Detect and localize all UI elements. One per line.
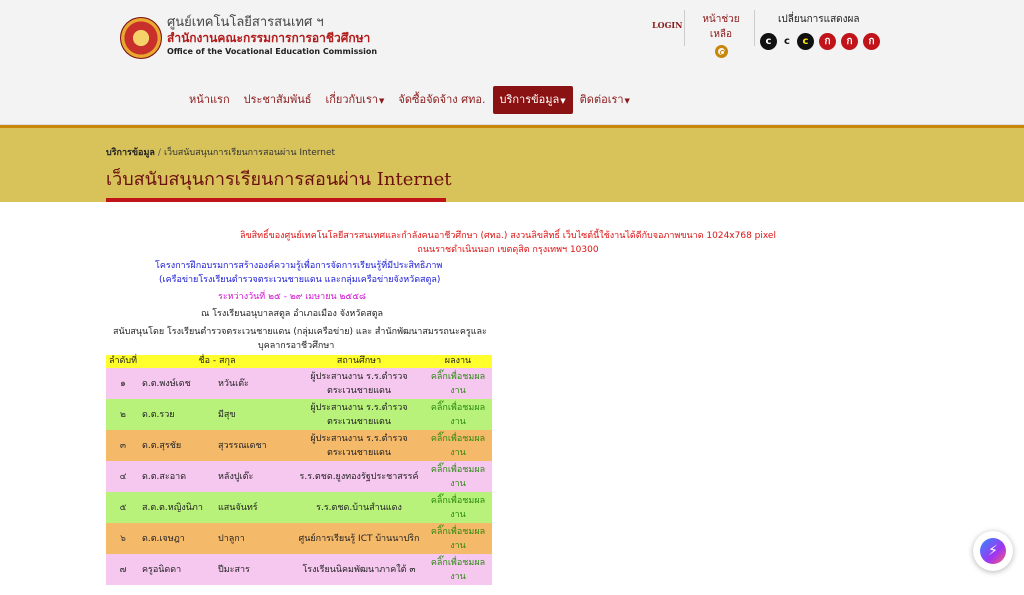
project-venue: ณ โรงเรียนอนุบาลสตูล อำเภอเมือง จังหวัดสตูล xyxy=(201,309,384,319)
cell-number: ๑ xyxy=(106,368,140,399)
contrast-button[interactable]: ก xyxy=(863,33,880,50)
breadcrumb-current: เว็บสนับสนุนการเรียนการสอนผ่าน Internet xyxy=(163,148,336,158)
table-row xyxy=(106,461,492,492)
contrast-button[interactable]: c xyxy=(797,33,814,50)
nav-item-label: บริการข้อมูล xyxy=(499,93,560,106)
title-underline xyxy=(106,198,446,202)
cell-first-name: ครูอนิดดา xyxy=(140,554,216,585)
caret-down-icon: ▼ xyxy=(624,97,630,105)
cell-number: ๕ xyxy=(106,492,140,523)
breadcrumb xyxy=(106,145,335,159)
project-date: ระหว่างวันที่ ๒๕ - ๒๙ เมษายน ๒๕๕๘ xyxy=(218,292,366,302)
view-work-link[interactable]: คลิ๊กเพื่อชมผลงาน xyxy=(424,492,492,523)
table-row xyxy=(106,554,492,585)
logo-subtitle-english: Office of the Vocational Education Commission xyxy=(167,47,378,56)
cell-last-name: สุวรรณเดชา xyxy=(216,430,294,461)
cell-last-name: หลังปูเต๊ะ xyxy=(216,461,294,492)
cell-number: ๒ xyxy=(106,399,140,430)
logo-title-thai: ศูนย์เทคโนโลยีสารสนเทศ ฯ xyxy=(167,15,324,30)
col-header-number: ลำดับที่ xyxy=(106,355,140,368)
table-row xyxy=(106,492,492,523)
address-line: ถนนราชดำเนินนอก เขตดุสิต กรุงเทพฯ 10300 xyxy=(417,245,599,255)
project-sponsor: สนับสนุนโดย โรงเรียนตำรวจตระเวนชายแดน (กลุ่มเครือข่าย) และ สำนักพัฒนาสมรรถนะครูและ xyxy=(113,327,487,337)
nav-item[interactable] xyxy=(237,86,319,114)
cell-school: ผู้ประสานงาน ร.ร.ตำรวจตระเวนชายแดน xyxy=(294,368,424,399)
page-title: เว็บสนับสนุนการเรียนการสอนผ่าน Internet xyxy=(106,169,452,190)
project-sponsor-cont: บุคลากรอาชีวศึกษา xyxy=(258,341,335,351)
cell-school: ผู้ประสานงาน ร.ร.ตำรวจตระเวนชายแดน xyxy=(294,430,424,461)
header-divider xyxy=(684,10,685,46)
contrast-button[interactable]: ก xyxy=(841,33,858,50)
cell-school: ร.ร.ตชด.บ้านสำนแดง xyxy=(294,492,424,523)
nav-item[interactable] xyxy=(391,86,492,114)
nav-item-label: ติดต่อเรา xyxy=(579,93,624,106)
site-logo-text[interactable] xyxy=(167,15,377,57)
view-work-link[interactable]: คลิ๊กเพื่อชมผลงาน xyxy=(424,523,492,554)
caret-down-icon: ▼ xyxy=(379,97,385,105)
table-header-row xyxy=(106,355,492,368)
cell-school: ผู้ประสานงาน ร.ร.ตำรวจตระเวนชายแดน xyxy=(294,399,424,430)
col-header-school: สถานศึกษา xyxy=(294,355,424,368)
lifebuoy-icon xyxy=(715,45,728,58)
nav-item-label: ประชาสัมพันธ์ xyxy=(243,93,312,106)
nav-item-label: เกี่ยวกับเรา xyxy=(325,93,379,106)
view-work-link[interactable]: คลิ๊กเพื่อชมผลงาน xyxy=(424,461,492,492)
cell-last-name: หวันเต๊ะ xyxy=(216,368,294,399)
breadcrumb-root-link[interactable]: บริการข้อมูล xyxy=(106,148,155,158)
nav-item[interactable] xyxy=(319,86,392,114)
logo-subtitle-thai: สำนักงานคณะกรรมการการอาชีวศึกษา xyxy=(167,31,371,45)
page-banner xyxy=(0,125,1024,202)
copyright-notice xyxy=(228,229,788,257)
cell-first-name: ด.ต.รวย xyxy=(140,399,216,430)
col-header-work: ผลงาน xyxy=(424,355,492,368)
cell-last-name: แสนจันทร์ xyxy=(216,492,294,523)
cell-first-name: ด.ต.สุรชัย xyxy=(140,430,216,461)
nav-item[interactable] xyxy=(573,86,637,114)
nav-item-label: จัดซื้อจัดจ้าง ศทอ. xyxy=(398,93,486,106)
nav-item[interactable] xyxy=(493,86,573,114)
participants-table xyxy=(106,355,492,585)
view-work-link[interactable]: คลิ๊กเพื่อชมผลงาน xyxy=(424,368,492,399)
main-navigation xyxy=(182,86,637,114)
cell-number: ๗ xyxy=(106,554,140,585)
cell-school: โรงเรียนนิคมพัฒนาภาคใต้ ๓ xyxy=(294,554,424,585)
cell-last-name: ปาลูกา xyxy=(216,523,294,554)
breadcrumb-separator: / xyxy=(157,148,161,158)
col-header-name: ชื่อ - สกุล xyxy=(140,355,294,368)
cell-first-name: ด.ต.พงษ์เดช xyxy=(140,368,216,399)
ovec-seal-logo[interactable] xyxy=(120,17,162,59)
view-work-link[interactable]: คลิ๊กเพื่อชมผลงาน xyxy=(424,554,492,585)
view-work-link[interactable]: คลิ๊กเพื่อชมผลงาน xyxy=(424,430,492,461)
header-divider xyxy=(754,10,755,46)
cell-last-name: ปีมะสาร xyxy=(216,554,294,585)
messenger-icon: ⚡ xyxy=(980,538,1006,564)
view-work-link[interactable]: คลิ๊กเพื่อชมผลงาน xyxy=(424,399,492,430)
contrast-button[interactable]: c xyxy=(784,36,790,47)
messenger-chat-button[interactable] xyxy=(973,531,1013,571)
table-row xyxy=(106,430,492,461)
cell-first-name: ด.ต.เจษฎา xyxy=(140,523,216,554)
help-label: หน้าช่วยเหลือ xyxy=(702,14,740,40)
table-row xyxy=(106,368,492,399)
contrast-button[interactable]: ก xyxy=(819,33,836,50)
nav-item-label: หน้าแรก xyxy=(189,93,230,106)
help-page-link[interactable] xyxy=(692,12,750,62)
cell-number: ๔ xyxy=(106,461,140,492)
project-network: (เครือข่ายโรงเรียนตำรวจตระเวนชายแดน และกลุ่มเครือข่ายจังหวัดสตูล) xyxy=(159,275,441,285)
cell-first-name: ส.ต.ต.หญิงนิภา xyxy=(140,492,216,523)
contrast-button-group xyxy=(760,33,880,50)
display-settings xyxy=(760,12,880,50)
copyright-line: ลิขสิทธิ์ของศูนย์เทคโนโลยีสารสนเทศและกำลังคนอาชีวศึกษา (ศทอ.) สงวนลิขสิทธิ์ เว็บไซต์นี้ใช้งานได้ดีกับจอภาพขนาด 1024x768 pixel xyxy=(240,231,776,241)
cell-number: ๓ xyxy=(106,430,140,461)
nav-item[interactable] xyxy=(182,86,237,114)
cell-school: ร.ร.ตชด.ยูงทองรัฐประชาสรรค์ xyxy=(294,461,424,492)
login-link[interactable]: LOGIN xyxy=(652,20,683,30)
contrast-button[interactable]: c xyxy=(760,33,777,50)
caret-down-icon: ▼ xyxy=(560,97,566,105)
display-settings-label: เปลี่ยนการแสดงผล xyxy=(778,14,860,25)
table-row xyxy=(106,399,492,430)
cell-first-name: ด.ต.สะอาด xyxy=(140,461,216,492)
cell-last-name: มีสุข xyxy=(216,399,294,430)
cell-school: ศูนย์การเรียนรู้ ICT บ้านนาปริก xyxy=(294,523,424,554)
cell-number: ๖ xyxy=(106,523,140,554)
table-row xyxy=(106,523,492,554)
project-title: โครงการฝึกอบรมการสร้างองค์ความรู้เพื่อการจัดการเรียนรู้ที่มีประสิทธิภาพ xyxy=(155,261,443,271)
